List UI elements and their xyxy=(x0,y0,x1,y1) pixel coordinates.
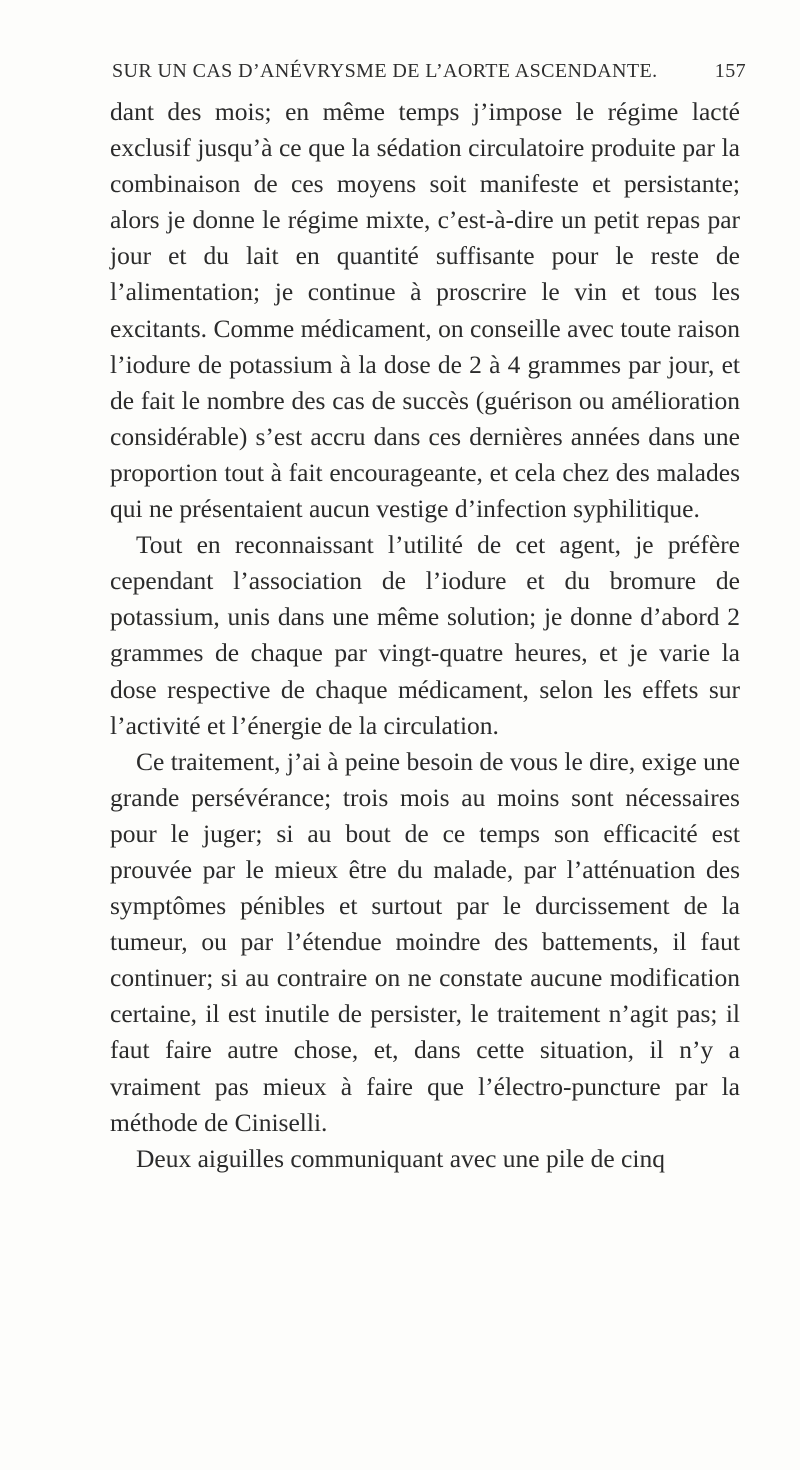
page-number: 157 xyxy=(714,60,746,82)
body-text xyxy=(110,94,740,1177)
paragraph-4: Deux aiguilles communiquant avec une pile de cinq xyxy=(136,1143,665,1173)
running-header xyxy=(112,60,746,84)
paragraph-1: dant des mois; en même temps j’impose le régime lacté exclusif jusqu’à ce que la sédation circulatoire produite par la combinaison de ces moyens soit manifeste et persistante; alors je donne le régime mixte, c’est-à-dire un petit repas par jour et du lait en quantité suffisante pour le reste de l’alimentation; je continue à proscrire le vin et tous les excitants. Comme médicament, on conseille avec toute raison l’iodure de potassium à la dose de 2 à 4 grammes par jour, et de fait le nombre des cas de succès (guérison ou amélioration considérable) s’est accru dans ces dernières années dans une proportion tout à fait encourageante, et cela chez des malades qui ne présentaient aucun vestige d’infection syphilitique. xyxy=(110,97,740,524)
paragraph-3: Ce traitement, j’ai à peine besoin de vous le dire, exige une grande persévérance; trois mois au moins sont nécessaires pour le juger; si au bout de ce temps son efficacité est prouvée par le mieux être du malade, par l’atténuation des symptômes pénibles et surtout par le durcissement de la tumeur, ou par l’étendue moindre des battements, il faut continuer; si au contraire on ne constate aucune modification certaine, il est inutile de persister, le traitement n’agit pas; il faut faire autre chose, et, dans cette situation, il n’y a vraiment pas mieux à faire que l’électro-puncture par la méthode de Ciniselli. xyxy=(110,746,740,1137)
running-title: SUR UN CAS D’ANÉVRYSME DE L’AORTE ASCENDANTE. xyxy=(112,60,658,82)
paragraph-2: Tout en reconnaissant l’utilité de cet agent, je préfère cependant l’association de l’iodure et du bromure de potassium, unis dans une même solution; je donne d’abord 2 grammes de chaque par vingt-quatre heures, et je varie la dose respective de chaque médicament, selon les effets sur l’activité et l’énergie de la circulation. xyxy=(110,530,740,740)
